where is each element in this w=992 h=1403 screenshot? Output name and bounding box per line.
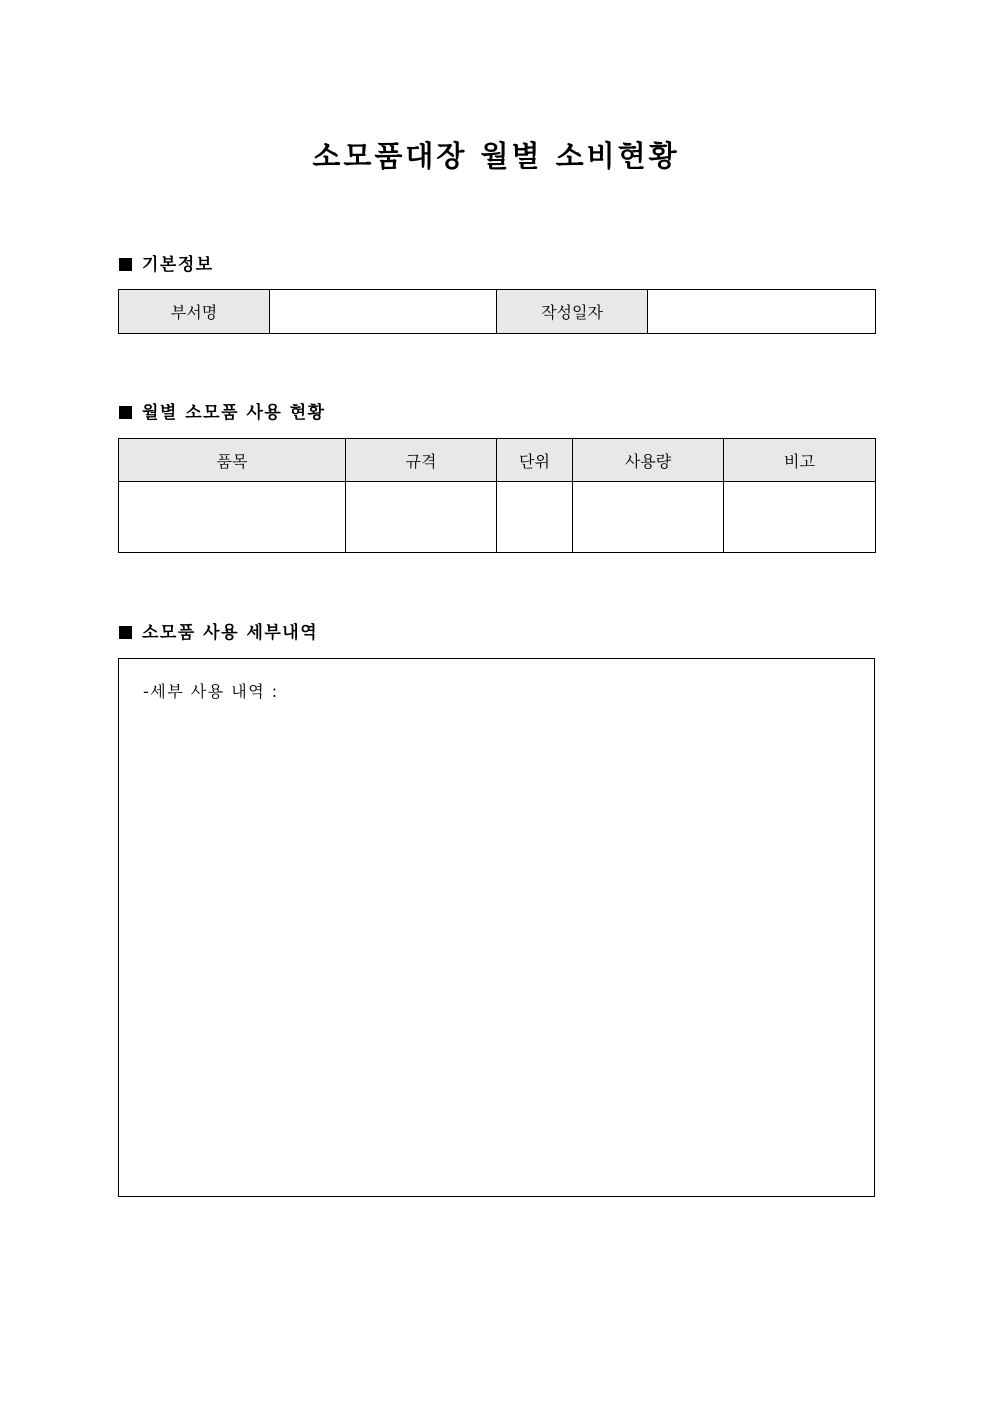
black-square-icon [119, 258, 132, 271]
table-row [119, 482, 876, 553]
column-header-unit: 단위 [497, 439, 573, 482]
monthly-usage-table [118, 438, 876, 553]
column-header-quantity: 사용량 [573, 439, 724, 482]
department-label: 부서명 [119, 290, 270, 334]
section-heading-label: 소모품 사용 세부내역 [142, 623, 319, 643]
column-header-remarks: 비고 [724, 439, 876, 482]
quantity-cell[interactable] [573, 482, 724, 553]
table-row [119, 290, 876, 334]
basic-info-table [118, 289, 876, 334]
spec-cell[interactable] [346, 482, 497, 553]
section-heading-label: 월별 소모품 사용 현황 [142, 403, 326, 423]
department-field[interactable] [270, 290, 497, 334]
date-label: 작성일자 [497, 290, 648, 334]
item-cell[interactable] [119, 482, 346, 553]
black-square-icon [119, 626, 132, 639]
black-square-icon [119, 406, 132, 419]
date-field[interactable] [648, 290, 876, 334]
usage-details-text: -세부 사용 내역 : [143, 682, 279, 701]
section-heading-monthly-usage [119, 401, 326, 425]
section-heading-basic-info [119, 253, 214, 277]
section-heading-label: 기본정보 [142, 255, 214, 275]
usage-details-box[interactable] [118, 658, 875, 1197]
unit-cell[interactable] [497, 482, 573, 553]
column-header-spec: 규격 [346, 439, 497, 482]
column-header-item: 품목 [119, 439, 346, 482]
section-heading-usage-details [119, 621, 318, 645]
table-header-row [119, 439, 876, 482]
page-title: 소모품대장 월별 소비현황 [312, 139, 680, 173]
remarks-cell[interactable] [724, 482, 876, 553]
